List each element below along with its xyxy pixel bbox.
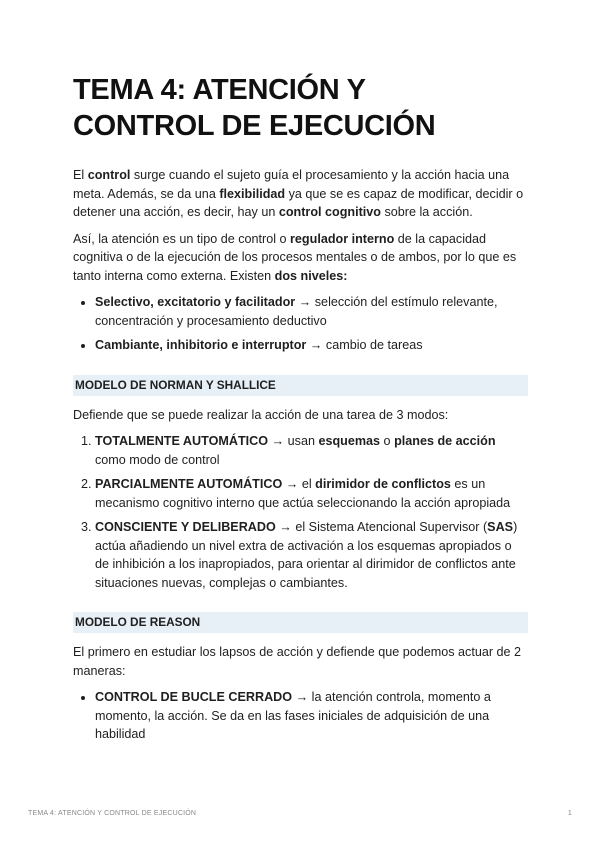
list-item: 2. PARCIALMENTE AUTOMÁTICO → el dirimidor de conflictos es un mecanismo cognitivo interno que actúa seleccionando la acción apropiada (95, 475, 528, 512)
page-number: 1 (567, 810, 572, 817)
document-page (73, 72, 528, 752)
list-item: 1. TOTALMENTE AUTOMÁTICO → usan esquemas o planes de acción como modo de control (95, 432, 528, 469)
list-item: 3. CONSCIENTE Y DELIBERADO → el Sistema Atencional Supervisor (SAS) actúa añadiendo un nivel extra de activación a los esquemas apropiados o de inhibición a los inapropiados, para orientar al dirimidor de conflictos ante situaciones nuevas, complejas o cambiantes. (95, 518, 528, 592)
modes-list (73, 432, 528, 592)
paragraph-control: El control surge cuando el sujeto guía el procesamiento y la acción hacia una meta. Además, se da una flexibilidad ya que se es capaz de modificar, decidir o detener una acción, es decir, hay un control cognitivo sobre la acción. (73, 168, 524, 219)
section-intro: Defiende que se puede realizar la acción de una tarea de 3 modos: (73, 407, 449, 422)
title-line-2: CONTROL DE EJECUCIÓN (73, 110, 436, 142)
list-item: • CONTROL DE BUCLE CERRADO → la atención controla, momento a momento, la acción. Se da en las fases iniciales de adquisición de una habilidad (95, 688, 528, 744)
list-item: • Cambiante, inhibitorio e interruptor → cambio de tareas (95, 336, 528, 355)
list-item: • Selectivo, excitatorio y facilitador → selección del estímulo relevante, concentración y procesamiento deductivo (95, 293, 528, 330)
section-heading-norman-shallice: MODELO DE NORMAN Y SHALLICE (73, 375, 528, 396)
reason-list (73, 688, 528, 744)
page-footer (28, 810, 572, 817)
section-heading-reason: MODELO DE REASON (73, 612, 528, 633)
section-intro: El primero en estudiar los lapsos de acción y defiende que podemos actuar de 2 maneras: (73, 645, 522, 678)
footer-title: TEMA 4: ATENCIÓN Y CONTROL DE EJECUCIÓN (28, 810, 197, 817)
levels-list (73, 293, 528, 355)
title-line-1: TEMA 4: ATENCIÓN Y (73, 74, 366, 106)
paragraph-attention: Así, la atención es un tipo de control o regulador interno de la capacidad cognitiva o de la ejecución de los procesos mentales o de ambos, por lo que es tanto interna como externa. Existen dos niveles: (73, 231, 517, 283)
page-title (73, 72, 528, 144)
